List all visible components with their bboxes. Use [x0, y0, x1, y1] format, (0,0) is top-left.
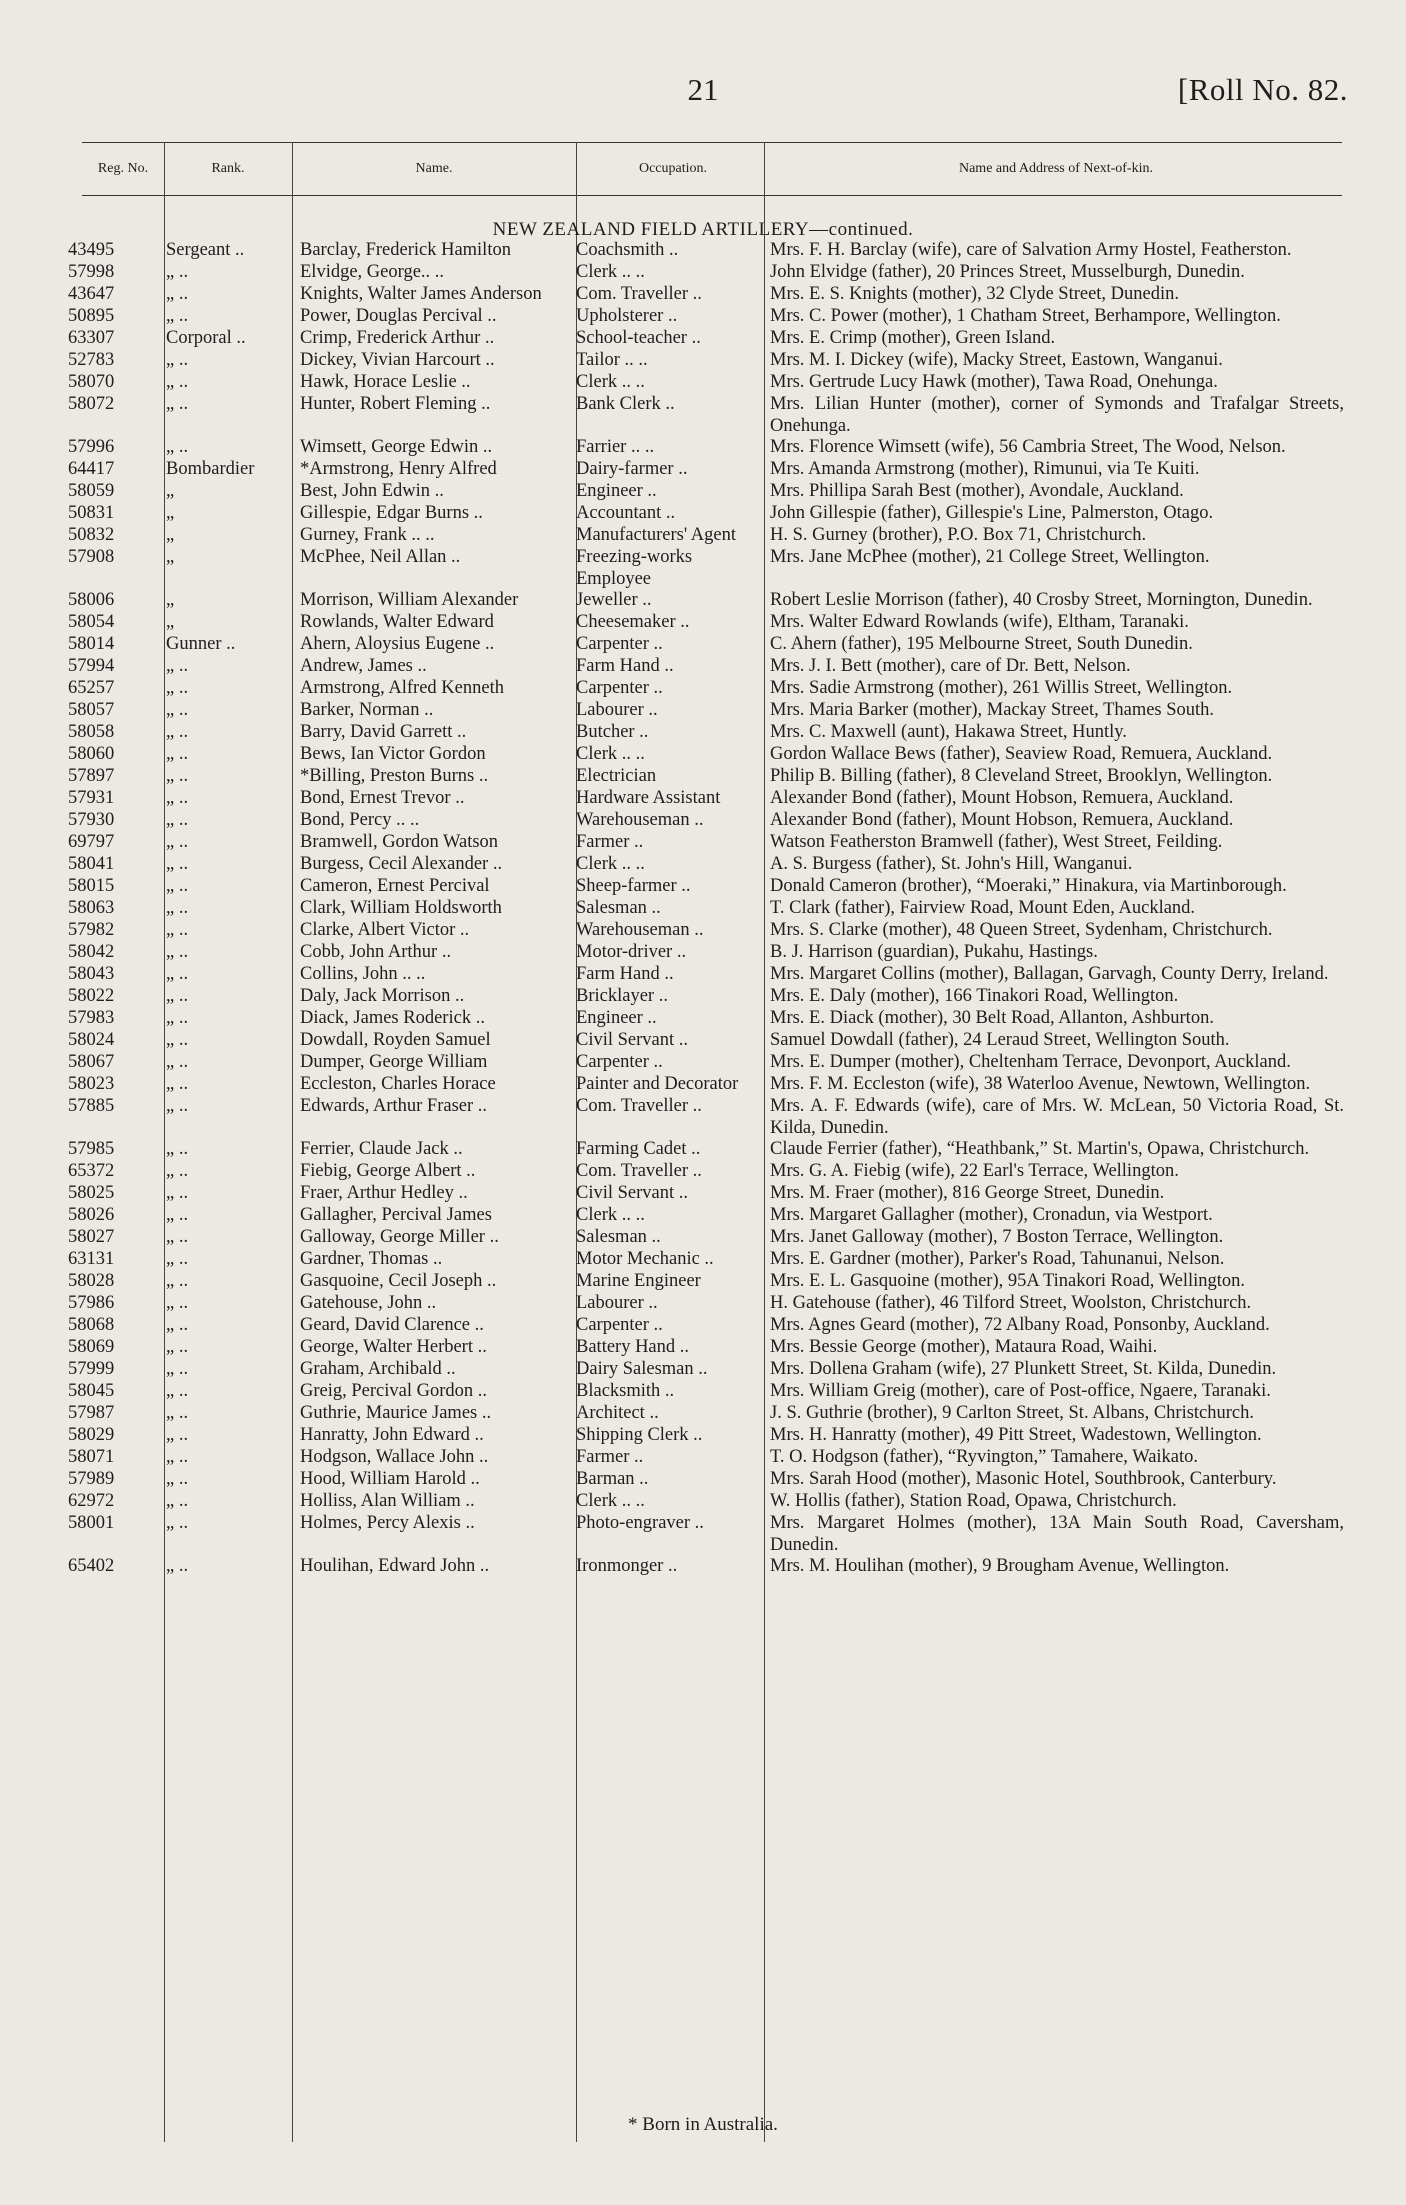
name-cell: Gillespie, Edgar Burns .. [300, 503, 483, 523]
rank-cell: Corporal .. [166, 328, 246, 348]
name-cell: Burgess, Cecil Alexander .. [300, 854, 503, 874]
name-cell: *Armstrong, Henry Alfred [300, 459, 497, 479]
occupation-cell: Painter and Decorator [576, 1074, 739, 1094]
occupation-cell: Motor Mechanic .. [576, 1249, 714, 1269]
reg-no-cell: 57897 [68, 766, 115, 786]
next-of-kin-cell: Mrs. Gertrude Lucy Hawk (mother), Tawa Road, Onehunga. [770, 372, 1218, 392]
name-cell: *Billing, Preston Burns .. [300, 766, 489, 786]
occupation-cell: Cheesemaker .. [576, 612, 690, 632]
occupation-cell: Carpenter .. [576, 1052, 663, 1072]
next-of-kin-cell: John Gillespie (father), Gillespie's Line, Palmerston, Otago. [770, 503, 1214, 523]
next-of-kin-cell: Mrs. E. Daly (mother), 166 Tinakori Road, Wellington. [770, 986, 1179, 1006]
reg-no-cell: 58072 [68, 394, 115, 414]
rank-cell: „ .. [166, 437, 189, 457]
next-of-kin-cell: Mrs. William Greig (mother), care of Post-office, Ngaere, Taranaki. [770, 1381, 1271, 1401]
name-cell: Power, Douglas Percival .. [300, 306, 497, 326]
occupation-cell: Photo-engraver .. [576, 1513, 704, 1533]
rank-cell: „ .. [166, 964, 189, 984]
reg-no-cell: 58006 [68, 590, 115, 610]
occupation-cell: Shipping Clerk .. [576, 1425, 703, 1445]
occupation-cell: Labourer .. [576, 1293, 658, 1313]
name-cell: Gardner, Thomas .. [300, 1249, 443, 1269]
name-cell: Diack, James Roderick .. [300, 1008, 485, 1028]
occupation-cell: Upholsterer .. [576, 306, 678, 326]
rank-cell: „ .. [166, 1205, 189, 1225]
rank-cell: „ .. [166, 876, 189, 896]
name-cell: Geard, David Clarence .. [300, 1315, 484, 1335]
next-of-kin-cell: Mrs. C. Maxwell (aunt), Hakawa Street, Huntly. [770, 722, 1127, 742]
occupation-cell: Electrician [576, 766, 657, 786]
occupation-cell: Salesman .. [576, 1227, 661, 1247]
reg-no-cell: 57930 [68, 810, 115, 830]
reg-no-cell: 43647 [68, 284, 115, 304]
reg-no-cell: 58045 [68, 1381, 115, 1401]
rank-cell: „ .. [166, 1447, 189, 1467]
next-of-kin-cell: Robert Leslie Morrison (father), 40 Crosby Street, Mornington, Dunedin. [770, 590, 1313, 610]
name-cell: Wimsett, George Edwin .. [300, 437, 493, 457]
rank-cell: „ .. [166, 1403, 189, 1423]
reg-no-cell: 50895 [68, 306, 115, 326]
name-cell: Gasquoine, Cecil Joseph .. [300, 1271, 497, 1291]
next-of-kin-cell: Mrs. Walter Edward Rowlands (wife), Eltham, Taranaki. [770, 612, 1189, 632]
rank-cell: „ .. [166, 854, 189, 874]
occupation-cell: Accountant .. [576, 503, 676, 523]
occupation-cell: Com. Traveller .. [576, 284, 702, 304]
rank-cell: „ .. [166, 722, 189, 742]
name-cell: Galloway, George Miller .. [300, 1227, 499, 1247]
name-cell: Collins, John .. .. [300, 964, 426, 984]
rank-cell: „ [166, 481, 175, 501]
next-of-kin-cell: H. S. Gurney (brother), P.O. Box 71, Christchurch. [770, 525, 1147, 545]
rank-cell: „ .. [166, 788, 189, 808]
occupation-cell: School-teacher .. [576, 328, 701, 348]
reg-no-cell: 58043 [68, 964, 115, 984]
next-of-kin-cell: Mrs. Agnes Geard (mother), 72 Albany Road, Ponsonby, Auckland. [770, 1315, 1270, 1335]
reg-no-cell: 57982 [68, 920, 115, 940]
reg-no-cell: 58059 [68, 481, 115, 501]
reg-no-cell: 57987 [68, 1403, 115, 1423]
occupation-cell: Bricklayer .. [576, 986, 668, 1006]
rank-cell: Sergeant .. [166, 240, 245, 260]
occupation-cell: Blacksmith .. [576, 1381, 675, 1401]
name-cell: Knights, Walter James Anderson [300, 284, 542, 304]
rank-cell: Bombardier [166, 459, 255, 479]
next-of-kin-cell: Mrs. E. Diack (mother), 30 Belt Road, Allanton, Ashburton. [770, 1008, 1214, 1028]
next-of-kin-cell: Mrs. E. S. Knights (mother), 32 Clyde Street, Dunedin. [770, 284, 1180, 304]
reg-no-cell: 58067 [68, 1052, 115, 1072]
next-of-kin-cell: Mrs. Jane McPhee (mother), 21 College Street, Wellington. [770, 547, 1210, 567]
name-cell: Gurney, Frank .. .. [300, 525, 435, 545]
rank-cell: „ .. [166, 1008, 189, 1028]
reg-no-cell: 58069 [68, 1337, 115, 1357]
name-cell: Houlihan, Edward John .. [300, 1556, 490, 1576]
reg-no-cell: 58029 [68, 1425, 115, 1445]
reg-no-cell: 65402 [68, 1556, 115, 1576]
reg-no-cell: 58063 [68, 898, 115, 918]
occupation-cell: Barman .. [576, 1469, 649, 1489]
rank-cell: „ .. [166, 1183, 189, 1203]
occupation-cell: Carpenter .. [576, 634, 663, 654]
next-of-kin-cell: Mrs. H. Hanratty (mother), 49 Pitt Street, Wadestown, Wellington. [770, 1425, 1262, 1445]
occupation-cell: Warehouseman .. [576, 810, 704, 830]
rank-cell: „ .. [166, 1381, 189, 1401]
rank-cell: „ .. [166, 1469, 189, 1489]
occupation-cell: Civil Servant .. [576, 1030, 689, 1050]
name-cell: Cameron, Ernest Percival [300, 876, 490, 896]
next-of-kin-cell: John Elvidge (father), 20 Princes Street, Musselburgh, Dunedin. [770, 262, 1245, 282]
rank-cell: „ .. [166, 1359, 189, 1379]
reg-no-cell: 58027 [68, 1227, 115, 1247]
name-cell: Armstrong, Alfred Kenneth [300, 678, 504, 698]
reg-no-cell: 58023 [68, 1074, 115, 1094]
rank-cell: „ .. [166, 766, 189, 786]
name-cell: Hodgson, Wallace John .. [300, 1447, 489, 1467]
rank-cell: „ .. [166, 1096, 189, 1116]
next-of-kin-cell: Mrs. M. I. Dickey (wife), Macky Street, Eastown, Wanganui. [770, 350, 1223, 370]
reg-no-cell: 50831 [68, 503, 115, 523]
rank-cell: „ .. [166, 1161, 189, 1181]
name-cell: Clarke, Albert Victor .. [300, 920, 470, 940]
occupation-cell: Warehouseman .. [576, 920, 704, 940]
next-of-kin-cell: Claude Ferrier (father), “Heathbank,” St. Martin's, Opawa, Christchurch. [770, 1139, 1310, 1159]
rank-cell: „ .. [166, 1556, 189, 1576]
reg-no-cell: 58028 [68, 1271, 115, 1291]
name-cell: George, Walter Herbert .. [300, 1337, 487, 1357]
occupation-cell: Butcher .. [576, 722, 649, 742]
occupation-cell: Com. Traveller .. [576, 1161, 702, 1181]
rank-cell: „ .. [166, 1293, 189, 1313]
occupation-cell: Coachsmith .. [576, 240, 679, 260]
rank-cell: „ .. [166, 678, 189, 698]
rank-cell: „ .. [166, 306, 189, 326]
rank-cell: „ .. [166, 920, 189, 940]
next-of-kin-cell: Mrs. Janet Galloway (mother), 7 Boston Terrace, Wellington. [770, 1227, 1224, 1247]
occupation-cell: Jeweller .. [576, 590, 652, 610]
occupation-cell: Dairy Salesman .. [576, 1359, 708, 1379]
rank-cell: „ [166, 612, 175, 632]
reg-no-cell: 57985 [68, 1139, 115, 1159]
occupation-cell: Clerk .. .. [576, 1491, 645, 1511]
next-of-kin-cell: Mrs. C. Power (mother), 1 Chatham Street, Berhampore, Wellington. [770, 306, 1281, 326]
next-of-kin-cell: Mrs. Lilian Hunter (mother), corner of Symonds and Trafalgar Streets, Onehunga. [770, 394, 1344, 436]
rank-cell: „ .. [166, 810, 189, 830]
occupation-cell: Clerk .. .. [576, 1205, 645, 1225]
name-cell: Dowdall, Royden Samuel [300, 1030, 491, 1050]
occupation-cell: Com. Traveller .. [576, 1096, 702, 1116]
rank-cell: „ [166, 503, 175, 523]
reg-no-cell: 65257 [68, 678, 115, 698]
reg-no-cell: 58041 [68, 854, 115, 874]
rank-cell: „ .. [166, 744, 189, 764]
reg-no-cell: 57983 [68, 1008, 115, 1028]
reg-no-cell: 52783 [68, 350, 115, 370]
reg-no-cell: 64417 [68, 459, 115, 479]
reg-no-cell: 57986 [68, 1293, 115, 1313]
occupation-cell: Ironmonger .. [576, 1556, 678, 1576]
name-cell: Barker, Norman .. [300, 700, 434, 720]
occupation-cell: Tailor .. .. [576, 350, 648, 370]
section-title: NEW ZEALAND FIELD ARTILLERY—continued. [492, 219, 914, 240]
rank-cell: „ [166, 547, 175, 567]
name-cell: McPhee, Neil Allan .. [300, 547, 461, 567]
name-cell: Hawk, Horace Leslie .. [300, 372, 471, 392]
name-cell: Fraer, Arthur Hedley .. [300, 1183, 468, 1203]
reg-no-cell: 58054 [68, 612, 115, 632]
name-cell: Elvidge, George.. .. [300, 262, 445, 282]
next-of-kin-cell: Mrs. F. M. Eccleston (wife), 38 Waterloo Avenue, Newtown, Wellington. [770, 1074, 1311, 1094]
next-of-kin-cell: Mrs. Bessie George (mother), Mataura Road, Waihi. [770, 1337, 1158, 1357]
occupation-cell: Battery Hand .. [576, 1337, 690, 1357]
reg-no-cell: 57994 [68, 656, 115, 676]
next-of-kin-cell: Mrs. M. Fraer (mother), 816 George Street, Dunedin. [770, 1183, 1165, 1203]
name-cell: Bond, Ernest Trevor .. [300, 788, 465, 808]
reg-no-cell: 58058 [68, 722, 115, 742]
next-of-kin-cell: Gordon Wallace Bews (father), Seaview Road, Remuera, Auckland. [770, 744, 1273, 764]
rank-cell: „ .. [166, 372, 189, 392]
occupation-cell: Marine Engineer [576, 1271, 701, 1291]
name-cell: Bramwell, Gordon Watson [300, 832, 499, 852]
occupation-cell: Farm Hand .. [576, 656, 674, 676]
rank-cell: Gunner .. [166, 634, 236, 654]
next-of-kin-cell: Mrs. F. H. Barclay (wife), care of Salvation Army Hostel, Featherston. [770, 240, 1292, 260]
next-of-kin-cell: J. S. Guthrie (brother), 9 Carlton Street, St. Albans, Christchurch. [770, 1403, 1255, 1423]
rank-cell: „ [166, 525, 175, 545]
occupation-cell: Farrier .. .. [576, 437, 655, 457]
occupation-cell: Labourer .. [576, 700, 658, 720]
occupation-cell: Hardware Assistant [576, 788, 721, 808]
reg-no-cell: 58070 [68, 372, 115, 392]
next-of-kin-cell: C. Ahern (father), 195 Melbourne Street, South Dunedin. [770, 634, 1193, 654]
rank-cell: „ .. [166, 1052, 189, 1072]
reg-no-cell: 57998 [68, 262, 115, 282]
reg-no-cell: 57885 [68, 1096, 115, 1116]
reg-no-cell: 58024 [68, 1030, 115, 1050]
next-of-kin-cell: Mrs. Phillipa Sarah Best (mother), Avondale, Auckland. [770, 481, 1184, 501]
reg-no-cell: 58001 [68, 1513, 115, 1533]
rank-cell: „ .. [166, 1315, 189, 1335]
roll-label: [Roll No. 82. [1177, 72, 1348, 107]
rank-cell: „ .. [166, 1249, 189, 1269]
header-reg-no: Reg. No. [97, 161, 149, 176]
name-cell: Fiebig, George Albert .. [300, 1161, 476, 1181]
rank-cell: „ .. [166, 986, 189, 1006]
next-of-kin-cell: Mrs. Maria Barker (mother), Mackay Street, Thames South. [770, 700, 1215, 720]
reg-no-cell: 43495 [68, 240, 115, 260]
occupation-cell: Motor-driver .. [576, 942, 687, 962]
occupation-cell: Clerk .. .. [576, 372, 645, 392]
name-cell: Rowlands, Walter Edward [300, 612, 494, 632]
next-of-kin-cell: B. J. Harrison (guardian), Pukahu, Hastings. [770, 942, 1098, 962]
rank-cell: „ .. [166, 1030, 189, 1050]
reg-no-cell: 58060 [68, 744, 115, 764]
reg-no-cell: 50832 [68, 525, 115, 545]
occupation-cell: Sheep-farmer .. [576, 876, 691, 896]
occupation-cell: Carpenter .. [576, 1315, 663, 1335]
reg-no-cell: 57999 [68, 1359, 115, 1379]
name-cell: Morrison, William Alexander [300, 590, 519, 610]
rank-cell: „ .. [166, 350, 189, 370]
occupation-cell: Engineer .. [576, 1008, 657, 1028]
rank-cell: „ .. [166, 1074, 189, 1094]
reg-no-cell: 62972 [68, 1491, 115, 1511]
name-cell: Hanratty, John Edward .. [300, 1425, 484, 1445]
reg-no-cell: 58015 [68, 876, 115, 896]
next-of-kin-cell: Donald Cameron (brother), “Moeraki,” Hinakura, via Martinborough. [770, 876, 1287, 896]
rank-cell: „ .. [166, 284, 189, 304]
reg-no-cell: 57989 [68, 1469, 115, 1489]
reg-no-cell: 58026 [68, 1205, 115, 1225]
rank-cell: „ .. [166, 1491, 189, 1511]
next-of-kin-cell: Mrs. M. Houlihan (mother), 9 Brougham Avenue, Wellington. [770, 1556, 1230, 1576]
next-of-kin-cell: Mrs. E. Gardner (mother), Parker's Road, Tahunanui, Nelson. [770, 1249, 1225, 1269]
reg-no-cell: 69797 [68, 832, 115, 852]
rank-cell: „ .. [166, 898, 189, 918]
rank-cell: „ .. [166, 1513, 189, 1533]
page-number: 21 [687, 72, 719, 107]
name-cell: Barclay, Frederick Hamilton [300, 240, 511, 260]
name-cell: Gatehouse, John .. [300, 1293, 437, 1313]
rank-cell: „ .. [166, 1337, 189, 1357]
reg-no-cell: 57908 [68, 547, 115, 567]
reg-no-cell: 58068 [68, 1315, 115, 1335]
occupation-cell: Clerk .. .. [576, 262, 645, 282]
rank-cell: „ .. [166, 700, 189, 720]
name-cell: Dumper, George William [300, 1052, 488, 1072]
footnote: * Born in Australia. [628, 2114, 778, 2135]
rank-cell: „ [166, 590, 175, 610]
header-next-of-kin: Name and Address of Next-of-kin. [958, 161, 1153, 176]
next-of-kin-cell: W. Hollis (father), Station Road, Opawa, Christchurch. [770, 1491, 1177, 1511]
name-cell: Ferrier, Claude Jack .. [300, 1139, 463, 1159]
next-of-kin-cell: Mrs. Margaret Gallagher (mother), Cronadun, via Westport. [770, 1205, 1213, 1225]
name-cell: Guthrie, Maurice James .. [300, 1403, 492, 1423]
name-cell: Edwards, Arthur Fraser .. [300, 1096, 488, 1116]
rank-cell: „ .. [166, 1227, 189, 1247]
name-cell: Holmes, Percy Alexis .. [300, 1513, 475, 1533]
occupation-cell: Civil Servant .. [576, 1183, 689, 1203]
rank-cell: „ .. [166, 1139, 189, 1159]
name-cell: Hood, William Harold .. [300, 1469, 480, 1489]
next-of-kin-cell: Mrs. E. Dumper (mother), Cheltenham Terrace, Devonport, Auckland. [770, 1052, 1291, 1072]
next-of-kin-cell: Mrs. G. A. Fiebig (wife), 22 Earl's Terrace, Wellington. [770, 1161, 1179, 1181]
next-of-kin-cell: Philip B. Billing (father), 8 Cleveland Street, Brooklyn, Wellington. [770, 766, 1273, 786]
reg-no-cell: 63307 [68, 328, 115, 348]
next-of-kin-cell: Watson Featherston Bramwell (father), West Street, Feilding. [770, 832, 1223, 852]
name-cell: Greig, Percival Gordon .. [300, 1381, 488, 1401]
next-of-kin-cell: Mrs. Dollena Graham (wife), 27 Plunkett Street, St. Kilda, Dunedin. [770, 1359, 1277, 1379]
name-cell: Barry, David Garrett .. [300, 722, 467, 742]
occupation-cell: Manufacturers' Agent [576, 525, 737, 545]
next-of-kin-cell: Alexander Bond (father), Mount Hobson, Remuera, Auckland. [770, 788, 1234, 808]
next-of-kin-cell: Mrs. S. Clarke (mother), 48 Queen Street, Sydenham, Christchurch. [770, 920, 1273, 940]
name-cell: Graham, Archibald .. [300, 1359, 456, 1379]
next-of-kin-cell: Mrs. Sarah Hood (mother), Masonic Hotel, Southbrook, Canterbury. [770, 1469, 1277, 1489]
next-of-kin-cell: Mrs. E. L. Gasquoine (mother), 95A Tinakori Road, Wellington. [770, 1271, 1246, 1291]
occupation-cell: Clerk .. .. [576, 854, 645, 874]
name-cell: Crimp, Frederick Arthur .. [300, 328, 495, 348]
name-cell: Eccleston, Charles Horace [300, 1074, 496, 1094]
reg-no-cell: 63131 [68, 1249, 115, 1269]
rank-cell: „ .. [166, 1425, 189, 1445]
reg-no-cell: 58057 [68, 700, 115, 720]
reg-no-cell: 58022 [68, 986, 115, 1006]
next-of-kin-cell: H. Gatehouse (father), 46 Tilford Street, Woolston, Christchurch. [770, 1293, 1252, 1313]
name-cell: Best, John Edwin .. [300, 481, 444, 501]
header-occupation: Occupation. [638, 161, 708, 176]
next-of-kin-cell: Mrs. E. Crimp (mother), Green Island. [770, 328, 1056, 348]
rank-cell: „ .. [166, 656, 189, 676]
occupation-cell: Farm Hand .. [576, 964, 674, 984]
header-rank: Rank. [211, 161, 245, 176]
next-of-kin-cell: T. O. Hodgson (father), “Ryvington,” Tamahere, Waikato. [770, 1447, 1199, 1467]
occupation-cell: Farmer .. [576, 1447, 644, 1467]
next-of-kin-cell: Alexander Bond (father), Mount Hobson, Remuera, Auckland. [770, 810, 1234, 830]
rank-cell: „ .. [166, 1271, 189, 1291]
name-cell: Dickey, Vivian Harcourt .. [300, 350, 495, 370]
rank-cell: „ .. [166, 942, 189, 962]
header-name: Name. [415, 161, 453, 176]
name-cell: Ahern, Aloysius Eugene .. [300, 634, 495, 654]
next-of-kin-cell: Mrs. A. F. Edwards (wife), care of Mrs. W. McLean, 50 Victoria Road, St. Kilda, Dunedin. [770, 1096, 1344, 1138]
name-cell: Clark, William Holdsworth [300, 898, 502, 918]
reg-no-cell: 58071 [68, 1447, 115, 1467]
name-cell: Holliss, Alan William .. [300, 1491, 475, 1511]
occupation-cell: Engineer .. [576, 481, 657, 501]
rank-cell: „ .. [166, 832, 189, 852]
next-of-kin-cell: A. S. Burgess (father), St. John's Hill, Wanganui. [770, 854, 1133, 874]
name-cell: Hunter, Robert Fleming .. [300, 394, 491, 414]
occupation-cell: Architect .. [576, 1403, 659, 1423]
reg-no-cell: 57931 [68, 788, 115, 808]
occupation-cell: Freezing-works Employee [576, 547, 693, 589]
next-of-kin-cell: T. Clark (father), Fairview Road, Mount Eden, Auckland. [770, 898, 1196, 918]
name-cell: Andrew, James .. [300, 656, 427, 676]
rank-cell: „ .. [166, 394, 189, 414]
next-of-kin-cell: Mrs. Florence Wimsett (wife), 56 Cambria Street, The Wood, Nelson. [770, 437, 1286, 457]
occupation-cell: Bank Clerk .. [576, 394, 675, 414]
occupation-cell: Clerk .. .. [576, 744, 645, 764]
occupation-cell: Farmer .. [576, 832, 644, 852]
reg-no-cell: 58025 [68, 1183, 115, 1203]
name-cell: Cobb, John Arthur .. [300, 942, 452, 962]
occupation-cell: Dairy-farmer .. [576, 459, 688, 479]
name-cell: Bond, Percy .. .. [300, 810, 420, 830]
name-cell: Gallagher, Percival James [300, 1205, 492, 1225]
occupation-cell: Farming Cadet .. [576, 1139, 701, 1159]
occupation-cell: Salesman .. [576, 898, 661, 918]
next-of-kin-cell: Mrs. Margaret Collins (mother), Ballagan, Garvagh, County Derry, Ireland. [770, 964, 1329, 984]
name-cell: Bews, Ian Victor Gordon [300, 744, 486, 764]
occupation-cell: Carpenter .. [576, 678, 663, 698]
rank-cell: „ .. [166, 262, 189, 282]
reg-no-cell: 57996 [68, 437, 115, 457]
reg-no-cell: 65372 [68, 1161, 115, 1181]
next-of-kin-cell: Mrs. Sadie Armstrong (mother), 261 Willis Street, Wellington. [770, 678, 1233, 698]
next-of-kin-cell: Samuel Dowdall (father), 24 Leraud Street, Wellington South. [770, 1030, 1230, 1050]
next-of-kin-cell: Mrs. Margaret Holmes (mother), 13A Main South Road, Caversham, Dunedin. [770, 1513, 1344, 1555]
next-of-kin-cell: Mrs. J. I. Bett (mother), care of Dr. Bett, Nelson. [770, 656, 1131, 676]
reg-no-cell: 58014 [68, 634, 115, 654]
reg-no-cell: 58042 [68, 942, 115, 962]
next-of-kin-cell: Mrs. Amanda Armstrong (mother), Rimunui, via Te Kuiti. [770, 459, 1200, 479]
name-cell: Daly, Jack Morrison .. [300, 986, 465, 1006]
